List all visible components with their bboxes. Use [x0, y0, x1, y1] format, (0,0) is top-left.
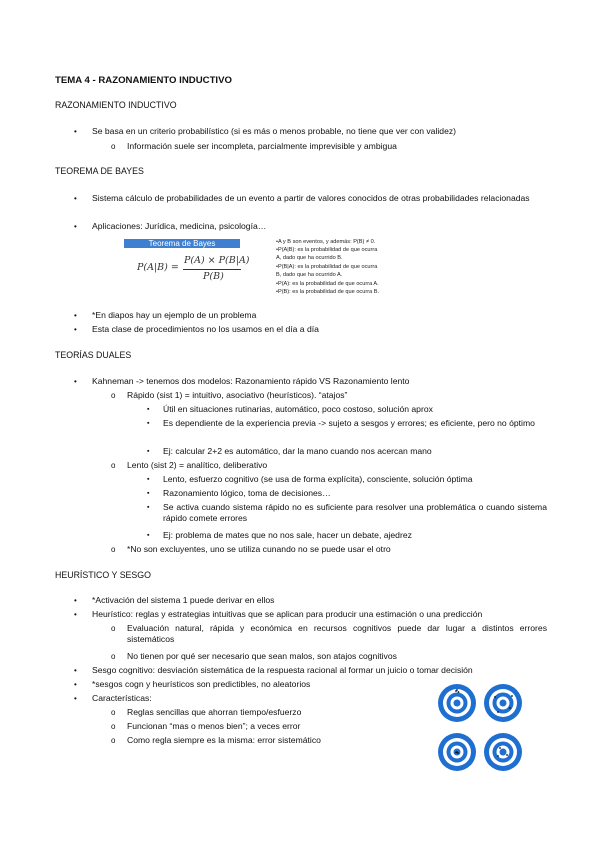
circle-bullet-icon: o: [111, 722, 116, 731]
bullet-icon: •: [74, 194, 77, 203]
section-heading-razonamiento: RAZONAMIENTO INDUCTIVO: [55, 100, 177, 110]
bullet-icon: •: [74, 325, 77, 334]
fraction-line: [183, 269, 241, 270]
list-item: Es dependiente de la experiencia previa -> sujeto a sesgos y errores; es eficiente, pero no óptimo: [163, 418, 535, 428]
list-item: Evaluación natural, rápida y económica en recursos cognitivos puede dar lugar a distintos errores sistemáticos: [127, 623, 547, 644]
list-item: *sesgos cogn y heurísticos son predictibles, no aleatorios: [92, 679, 311, 689]
bullet-icon: •: [74, 311, 77, 320]
list-item: Características:: [92, 693, 152, 703]
target-icon: [438, 733, 476, 771]
list-item: No tienen por qué ser necesario que sean malos, son atajos cognitivos: [127, 651, 397, 661]
list-item: Kahneman -> tenemos dos modelos: Razonamiento rápido VS Razonamiento lento: [92, 376, 410, 386]
bayes-note: •P(A|B): es la probabilidad de que ocurra: [276, 247, 378, 253]
bullet-icon: •: [74, 610, 77, 619]
bullet-icon: •: [74, 596, 77, 605]
circle-bullet-icon: o: [111, 142, 116, 151]
list-item: *Activación del sistema 1 puede derivar en ellos: [92, 595, 275, 605]
page-title: TEMA 4 - RAZONAMIENTO INDUCTIVO: [55, 75, 232, 86]
list-item: Útil en situaciones rutinarias, automático, poco costoso, solución aprox: [163, 404, 433, 414]
list-item: Esta clase de procedimientos no los usamos en el día a día: [92, 324, 319, 334]
circle-bullet-icon: o: [111, 624, 116, 633]
list-item: *No son excluyentes, uno se utiliza cunando no se puede usar el otro: [127, 544, 391, 554]
section-heading-bayes: TEOREMA DE BAYES: [55, 166, 144, 176]
target-diagram-illustration: [434, 679, 526, 776]
square-bullet-icon: ▪: [147, 420, 150, 427]
target-icon: [484, 733, 522, 771]
bullet-icon: •: [74, 666, 77, 675]
bullet-icon: •: [74, 222, 77, 231]
list-item: Razonamiento lógico, toma de decisiones…: [163, 488, 331, 498]
list-item: Ej: problema de mates que no nos sale, hacer un debate, ajedrez: [163, 530, 412, 540]
bayes-note: •P(B): es la probabilidad de que ocurra B.: [276, 289, 380, 295]
bayes-note: A, dado que ha ocurrido B.: [276, 255, 343, 261]
list-item: Se activa cuando sistema rápido no es suficiente para resolver una problemática o cuando sistema rápido comete errores: [163, 502, 547, 523]
list-item: Reglas sencillas que ahorran tiempo/esfuerzo: [127, 707, 302, 717]
circle-bullet-icon: o: [111, 736, 116, 745]
bayes-formula-denominator: P(B): [203, 271, 224, 282]
bayes-formula-lhs: P(A|B) =: [137, 262, 179, 273]
list-item: Ej: calcular 2+2 es automático, dar la mano cuando nos acercan mano: [163, 446, 432, 456]
list-item: Sistema cálculo de probabilidades de un evento a partir de valores conocidos de otras probabilidades relacionadas: [92, 193, 530, 203]
square-bullet-icon: ▪: [147, 448, 150, 455]
circle-bullet-icon: o: [111, 652, 116, 661]
list-item: Rápido (sist 1) = intuitivo, asociativo (heurísticos). “atajos”: [127, 390, 348, 400]
bullet-icon: •: [74, 377, 77, 386]
list-item: Lento, esfuerzo cognitivo (se usa de forma explícita), consciente, solución óptima: [163, 474, 473, 484]
circle-bullet-icon: o: [111, 708, 116, 717]
bullet-icon: •: [74, 680, 77, 689]
list-item: Aplicaciones: Jurídica, medicina, psicología…: [92, 221, 267, 231]
square-bullet-icon: ▪: [147, 504, 150, 511]
list-item: Se basa en un criterio probabilístico (si es más o menos probable, no tiene que ver con validez): [92, 126, 457, 136]
list-item: *En diapos hay un ejemplo de un problema: [92, 310, 257, 320]
target-icon: [484, 684, 522, 722]
circle-bullet-icon: o: [111, 391, 116, 400]
bayes-figure-title: Teorema de Bayes: [148, 239, 216, 248]
target-icon: [438, 684, 476, 722]
bullet-icon: •: [74, 694, 77, 703]
section-heading-heuristico: HEURÍSTICO Y SESGO: [55, 570, 151, 580]
list-item: Funcionan “mas o menos bien”; a veces error: [127, 721, 301, 731]
bayes-note: •P(A): es la probabilidad de que ocurra A.: [276, 281, 379, 287]
square-bullet-icon: ▪: [147, 532, 150, 539]
bayes-formula-numerator: P(A) × P(B|A): [184, 255, 250, 266]
section-heading-duales: TEORÍAS DUALES: [55, 350, 132, 360]
square-bullet-icon: ▪: [147, 476, 150, 483]
bayes-note: •A y B son eventos, y además: P(B) ≠ 0.: [276, 239, 376, 245]
circle-bullet-icon: o: [111, 461, 116, 470]
bayes-note: •P(B|A): es la probabilidad de que ocurra: [276, 264, 378, 270]
bayes-note: B, dado que ha ocurrido A.: [276, 272, 343, 278]
bullet-icon: •: [74, 127, 77, 136]
list-item: Información suele ser incompleta, parcialmente imprevisible y ambigua: [127, 141, 397, 151]
square-bullet-icon: ▪: [147, 406, 150, 413]
list-item: Como regla siempre es la misma: error sistemático: [127, 735, 321, 745]
square-bullet-icon: ▪: [147, 490, 150, 497]
list-item: Sesgo cognitivo: desviación sistemática de la respuesta racional al formar un juicio o tomar decisión: [92, 665, 473, 675]
list-item: Lento (sist 2) = analítico, deliberativo: [127, 460, 268, 470]
circle-bullet-icon: o: [111, 545, 116, 554]
list-item: Heurístico: reglas y estrategias intuitivas que se aplican para producir una estimación o una predicción: [92, 609, 483, 619]
